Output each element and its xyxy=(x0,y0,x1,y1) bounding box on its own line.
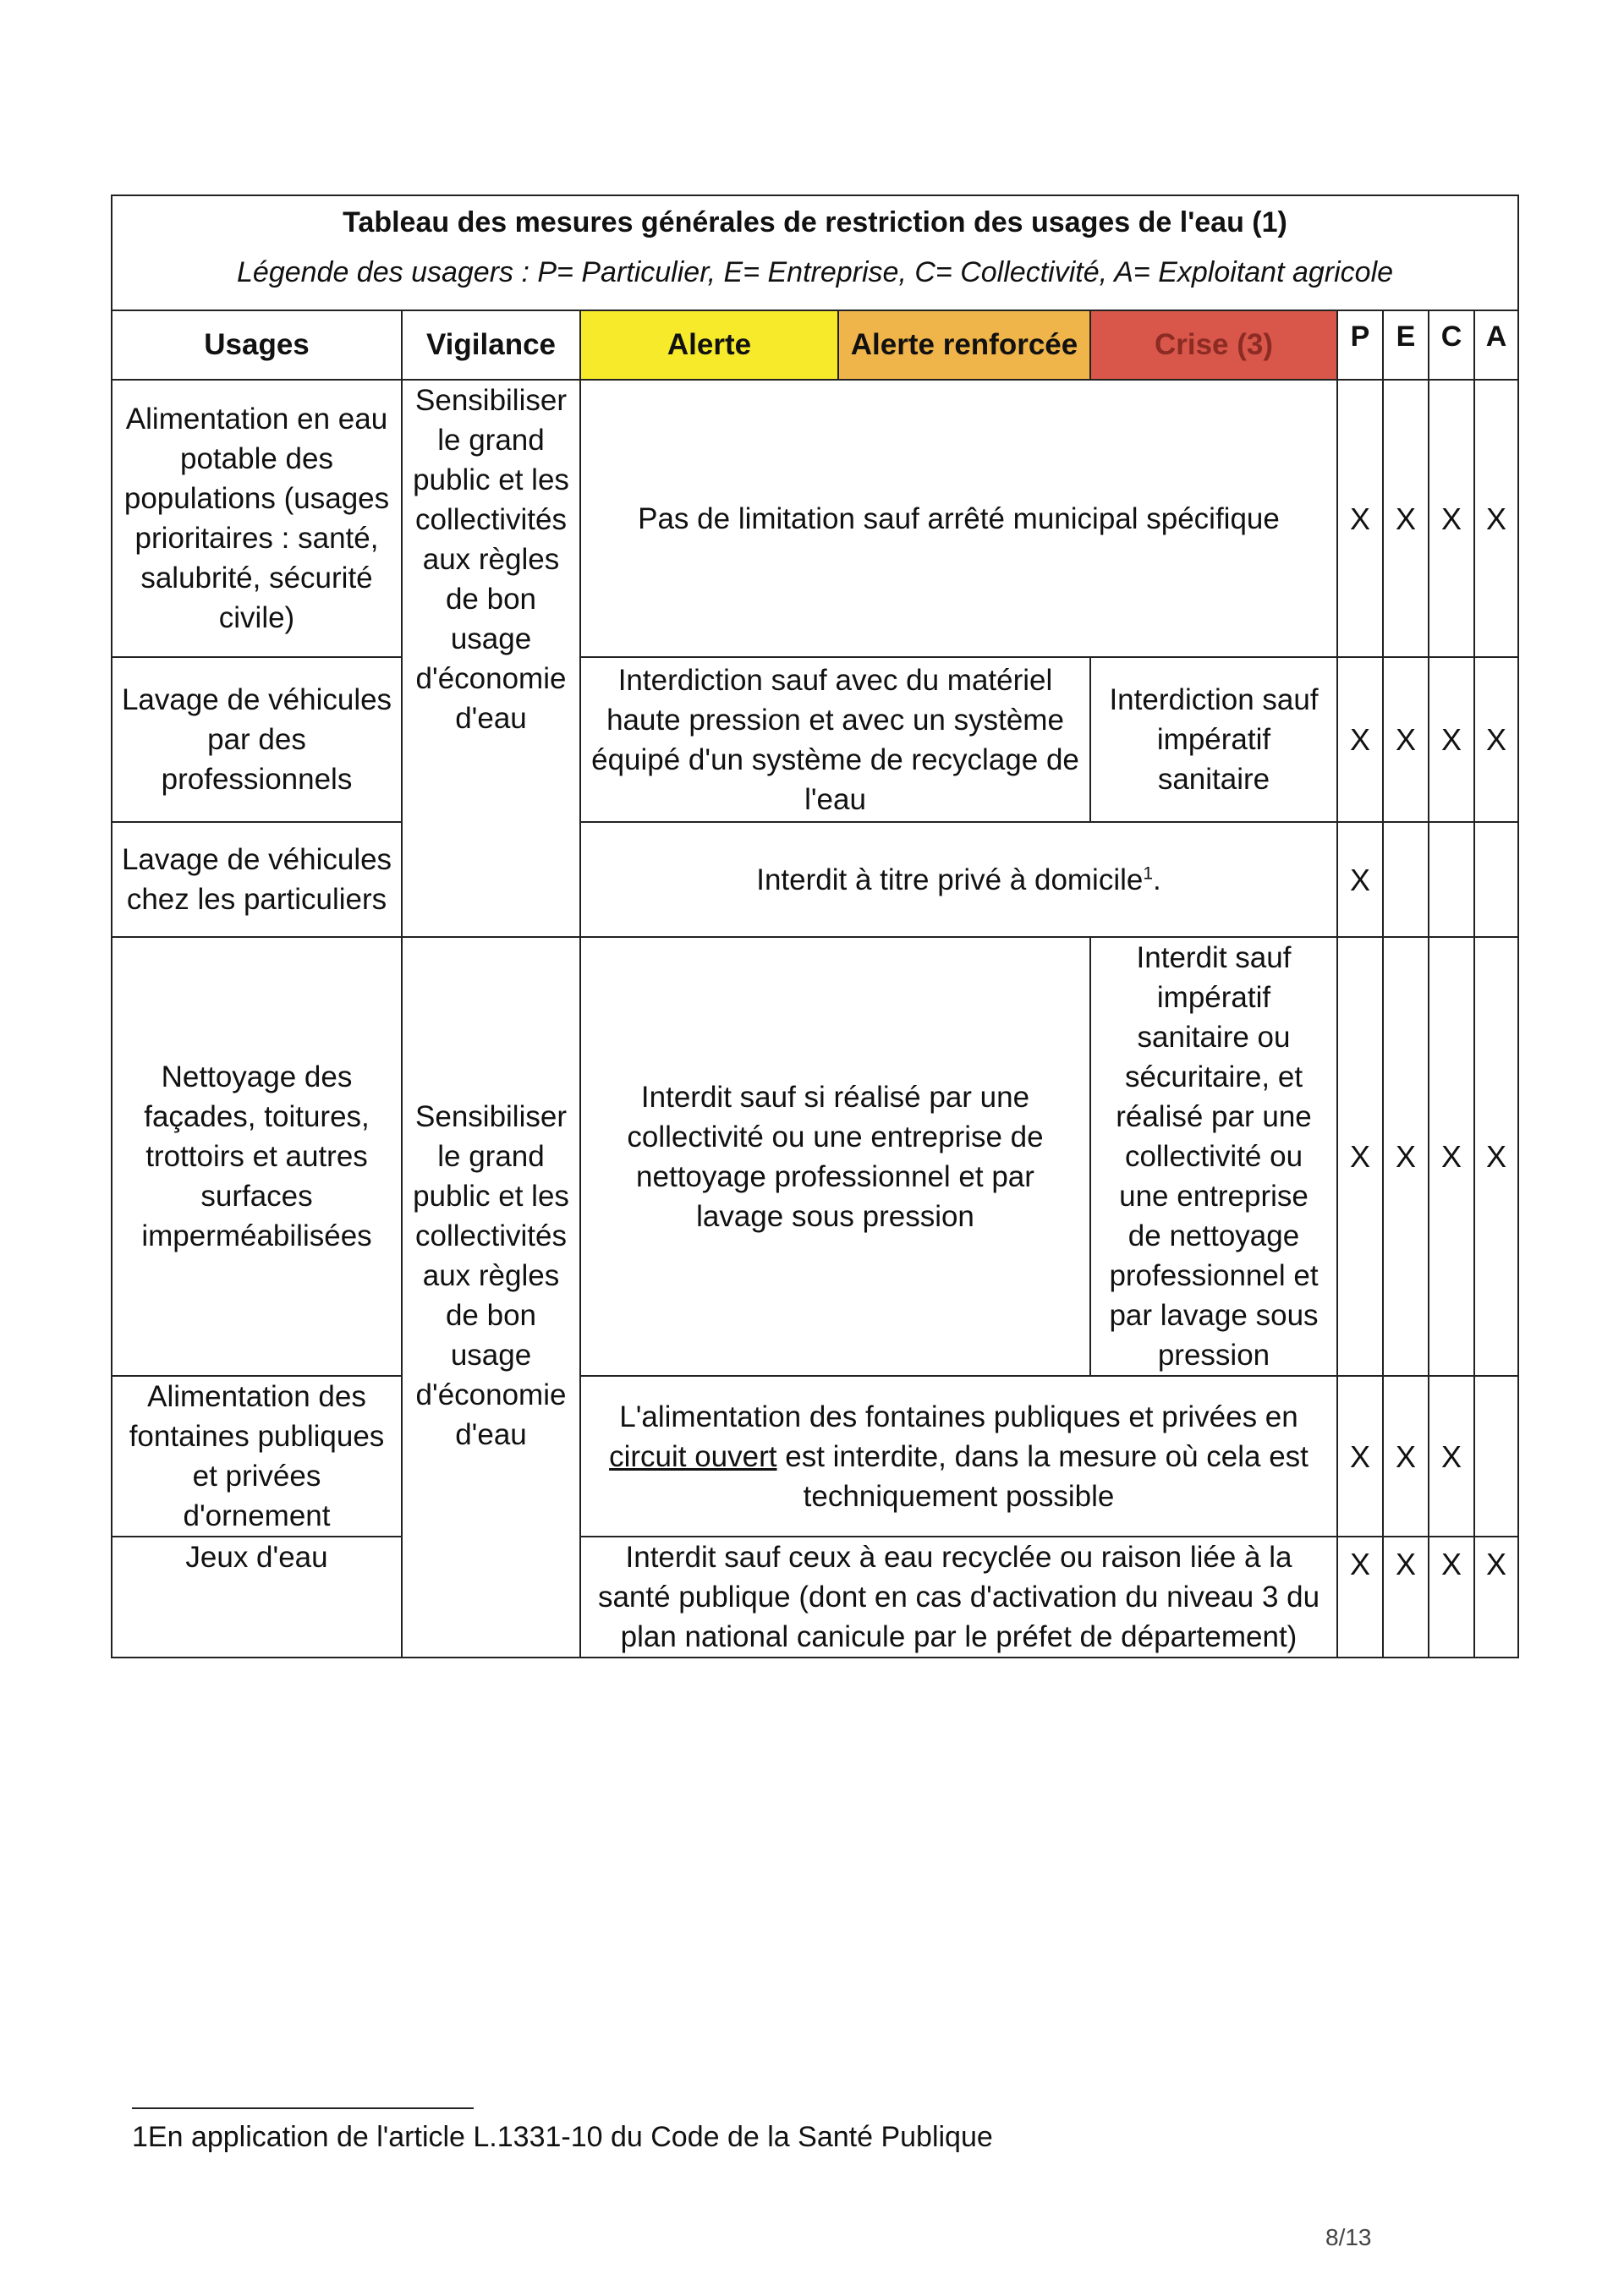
x-c: X xyxy=(1429,1537,1474,1658)
x-p: X xyxy=(1337,380,1383,657)
measure-text-underlined: circuit ouvert xyxy=(609,1439,777,1473)
usage-cell: Alimentation des fontaines publiques et privées d'ornement xyxy=(112,1376,402,1537)
x-c: X xyxy=(1429,1376,1474,1537)
table-row xyxy=(112,1537,1518,1658)
x-a: X xyxy=(1474,1537,1518,1658)
measure-alerte-cell: Interdiction sauf avec du matériel haute pression et avec un système équipé d'un système de recyclage de l'eau xyxy=(580,657,1090,822)
x-p: X xyxy=(1337,822,1383,937)
table-row xyxy=(112,657,1518,822)
measure-alerte-cell: Interdit sauf si réalisé par une collectivité ou une entreprise de nettoyage professionnel et par lavage sous pression xyxy=(580,937,1090,1376)
header-usages: Usages xyxy=(112,310,402,380)
vigilance-cell: Sensibiliser le grand public et les collectivités aux règles de bon usage d'économie d'eau xyxy=(402,380,580,937)
table-row xyxy=(112,380,1518,657)
footnote: 1En application de l'article L.1331-10 du Code de la Santé Publique xyxy=(132,2121,993,2153)
table-legend: Légende des usagers : P= Particulier, E= Entreprise, C= Collectivité, A= Exploitant agricole xyxy=(112,243,1518,310)
header-alerte-renforcee: Alerte renforcée xyxy=(838,310,1090,380)
x-c: X xyxy=(1429,657,1474,822)
footnote-divider xyxy=(132,2107,474,2109)
x-p: X xyxy=(1337,1376,1383,1537)
vigilance-cell-2: Sensibiliser le grand public et les collectivités aux règles de bon usage d'économie d'eau xyxy=(402,937,580,1658)
table-row xyxy=(112,822,1518,937)
x-e: X xyxy=(1383,657,1429,822)
measure-cell: Pas de limitation sauf arrêté municipal spécifique xyxy=(580,380,1337,657)
header-crise: Crise (3) xyxy=(1090,310,1337,380)
footnote-ref: 1 xyxy=(1143,863,1154,883)
table-title: Tableau des mesures générales de restriction des usages de l'eau (1) xyxy=(112,195,1518,243)
x-a: X xyxy=(1474,657,1518,822)
x-p: X xyxy=(1337,657,1383,822)
header-c: C xyxy=(1429,310,1474,380)
x-a: X xyxy=(1474,937,1518,1376)
header-vigilance: Vigilance xyxy=(402,310,580,380)
usage-cell: Alimentation en eau potable des populations (usages prioritaires : santé, salubrité, sécurité civile) xyxy=(112,380,402,657)
measure-text-post: est interdite, dans la mesure où cela est techniquement possible xyxy=(785,1439,1309,1513)
x-e: X xyxy=(1383,937,1429,1376)
usage-cell: Nettoyage des façades, toitures, trottoirs et autres surfaces imperméabilisées xyxy=(112,937,402,1376)
restriction-table xyxy=(111,195,1519,1658)
measure-cell xyxy=(580,822,1337,937)
header-alerte: Alerte xyxy=(580,310,838,380)
x-p: X xyxy=(1337,1537,1383,1658)
measure-cell: Interdit sauf ceux à eau recyclée ou raison liée à la santé publique (dont en cas d'activation du niveau 3 du plan national canicule par le préfet de département) xyxy=(580,1537,1337,1658)
header-a: A xyxy=(1474,310,1518,380)
measure-text: Interdit à titre privé à domicile xyxy=(756,863,1144,896)
x-c: X xyxy=(1429,937,1474,1376)
table-row xyxy=(112,937,1518,1376)
x-e: X xyxy=(1383,1537,1429,1658)
header-e: E xyxy=(1383,310,1429,380)
measure-end: . xyxy=(1153,863,1161,896)
measure-cell xyxy=(580,1376,1337,1537)
x-a: X xyxy=(1474,380,1518,657)
measure-crise-cell: Interdiction sauf impératif sanitaire xyxy=(1090,657,1337,822)
header-p: P xyxy=(1337,310,1383,380)
x-c: X xyxy=(1429,380,1474,657)
usage-cell: Lavage de véhicules par des professionnels xyxy=(112,657,402,822)
table-row xyxy=(112,1376,1518,1537)
usage-cell: Lavage de véhicules chez les particuliers xyxy=(112,822,402,937)
page-number: 8/13 xyxy=(1325,2224,1372,2250)
x-p: X xyxy=(1337,937,1383,1376)
x-e: X xyxy=(1383,380,1429,657)
x-e: X xyxy=(1383,1376,1429,1537)
usage-cell: Jeux d'eau xyxy=(112,1537,402,1658)
measure-text-pre: L'alimentation des fontaines publiques et privées en xyxy=(619,1400,1298,1433)
measure-crise-cell: Interdit sauf impératif sanitaire ou sécuritaire, et réalisé par une collectivité ou une entreprise de nettoyage professionnel et par lavage sous pression xyxy=(1090,937,1337,1376)
